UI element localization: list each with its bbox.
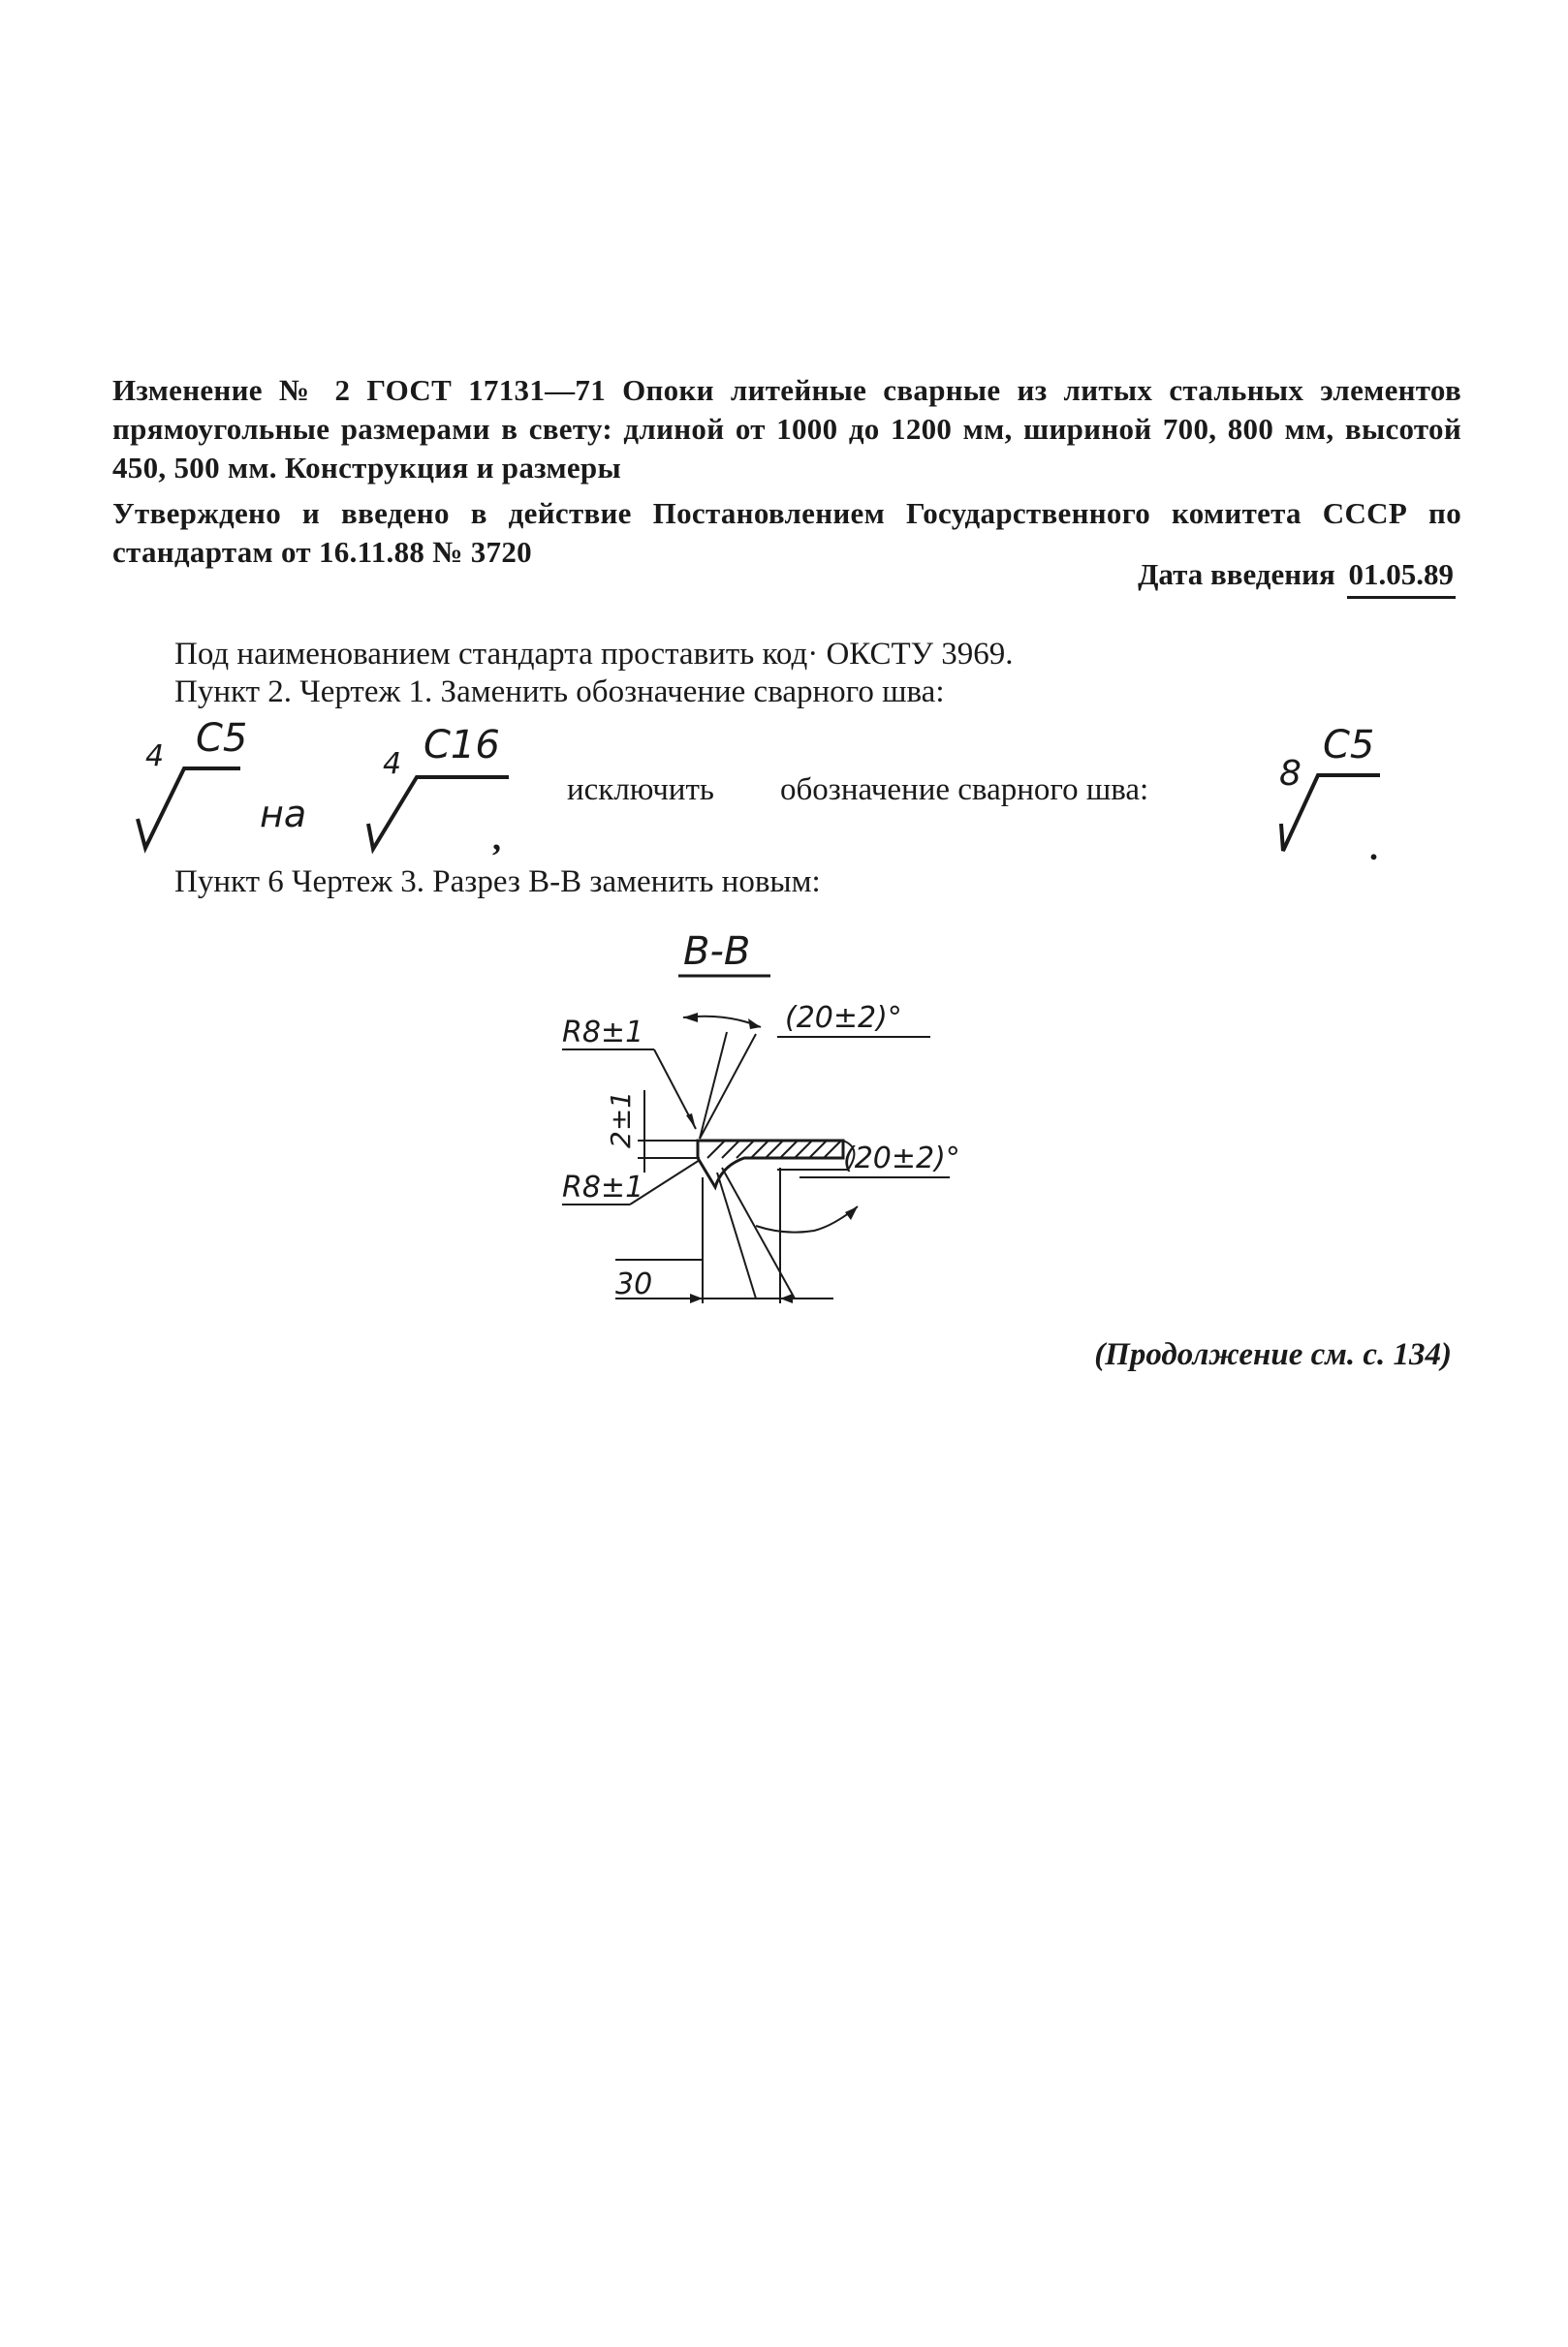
body-line-3: Пункт 6 Чертеж 3. Разрез В-В заменить новым: (174, 864, 821, 899)
weld-comma: , (492, 819, 501, 858)
section-drawing (523, 916, 1027, 1342)
body-line-2: Пункт 2. Чертеж 1. Заменить обозначение сварного шва: (174, 674, 945, 709)
angle-bottom-arc (756, 1206, 858, 1233)
old-weld-number: 4 (145, 739, 165, 773)
body-line-1: Под наименованием стандарта проставить код· ОКСТУ 3969. (174, 637, 1014, 672)
bottom-dim-label: 30 (615, 1267, 653, 1301)
vertical-dim-label: 2±1 (605, 1090, 637, 1148)
date-label: Дата введения (1138, 557, 1335, 591)
exclude-label: исключить (567, 772, 714, 807)
radius-bottom-label: R8±1 (562, 1171, 644, 1205)
effective-date (1138, 557, 1456, 599)
old-weld-code: С5 (196, 716, 248, 761)
approval-statement: Утверждено и введено в действие Постановлением Государственного комитета СССР по стандартам от 16.11.88 № 3720 (112, 496, 1461, 569)
exclude-description: обозначение сварного шва: (780, 772, 1149, 807)
excluded-weld-number: 8 (1279, 754, 1301, 794)
excluded-weld-code: С5 (1323, 723, 1375, 767)
section-title: В-В (683, 929, 751, 974)
radius-top-label: R8±1 (562, 1016, 644, 1049)
excluded-weld-symbol (1260, 717, 1405, 862)
angle-bottom-label: (20±2)° (843, 1142, 960, 1175)
section-hatching (707, 1141, 841, 1158)
new-weld-code: С16 (423, 723, 500, 767)
weld-period: . (1369, 829, 1378, 867)
date-value: 01.05.89 (1347, 557, 1457, 599)
old-weld-symbol (126, 712, 252, 858)
new-weld-number: 4 (383, 747, 402, 781)
angle-top-label: (20±2)° (785, 1001, 902, 1035)
continuation-note: (Продолжение см. с. 134) (1094, 1337, 1452, 1372)
document-title: Изменение № 2 ГОСТ 17131—71 Опоки литейные сварные из литых стальных элементов прямоугольные размерами в свету: длиной от 1000 до 1200 мм, шириной 700, 800 мм, высотой 450, 500 мм. Конструкция и размеры (112, 373, 1461, 485)
weld-connector-text: на (260, 793, 307, 835)
